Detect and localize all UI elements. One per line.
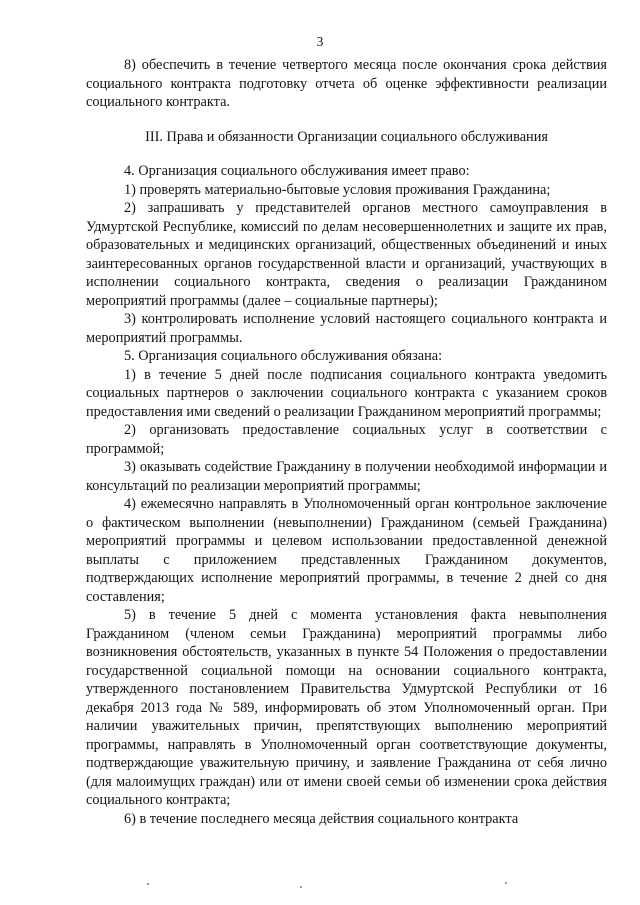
paragraph: 6) в течение последнего месяца действия социального контракта bbox=[124, 810, 519, 827]
paragraph: 5. Организация социального обслуживания обязана: bbox=[124, 348, 443, 364]
paragraph: 2) организовать предоставление социальных услуг в соответствии с программой; bbox=[86, 422, 607, 457]
document-body bbox=[86, 56, 607, 828]
paragraph: 3) контролировать исполнение условий настоящего социального контракта и мероприятий программы. bbox=[86, 311, 607, 346]
paragraph: 4. Организация социального обслуживания имеет право: bbox=[124, 163, 470, 179]
paragraph: 5) в течение 5 дней с момента установления факта невыполнения Гражданином (членом семьи Гражданина) мероприятий программы либо возникновения обстоятельств, указанных в пункте 54 Положения о предоставлении государственной социальной помощи на основании социального контракта, утвержденного постановлением Правительства Удмуртской Республики от 16 декабря 2013 года № 589, информировать об этом Уполномоченный орган. При наличии уважительных причин, препятствующих выполнению мероприятий программы, направлять в Уполномоченный орган соответствующие документы, подтверждающие уважительную причину, и заявление Гражданина от себя лично (для малоимущих граждан) или от имени своей семьи об изменении срока действия социального контракта; bbox=[86, 607, 607, 808]
scan-speck bbox=[505, 882, 507, 884]
section-heading: III. Права и обязанности Организации социального обслуживания bbox=[145, 128, 548, 145]
scan-speck bbox=[300, 886, 302, 888]
paragraph: 3) оказывать содействие Гражданину в получении необходимой информации и консультаций по реализации мероприятий программы; bbox=[86, 459, 607, 494]
paragraph: 1) проверять материально-бытовые условия проживания Гражданина; bbox=[124, 181, 551, 198]
page-number: 3 bbox=[316, 34, 324, 49]
paragraph-8: 8) обеспечить в течение четвертого месяца после окончания срока действия социального контракта подготовку отчета об оценке эффективности реализации социального контракта. bbox=[86, 57, 607, 110]
scan-speck bbox=[147, 883, 149, 885]
paragraph: 4) ежемесячно направлять в Уполномоченный орган контрольное заключение о фактическом выполнении (невыполнении) Гражданином (семьей Гражданина) мероприятий программы и целевом использовании предоставленной денежной выплаты с приложением представленных Гражданином документов, подтверждающих исполнение мероприятий программы, в течение 2 дней со дня составления; bbox=[86, 496, 607, 605]
paragraph: 1) в течение 5 дней после подписания социального контракта уведомить социальных партнеров о заключении социального контракта с указанием сроков предоставления ими сведений о реализации Гражданином мероприятий программы; bbox=[86, 366, 607, 420]
paragraph: 2) запрашивать у представителей органов местного самоуправления в Удмуртской Республике, комиссий по делам несовершеннолетних и защите их прав, образовательных и медицинских организаций, общественных объединений и иных заинтересованных органов государственной власти и организаций, участвующих в исполнении социального контракта, сведения о реализации Гражданином мероприятий программы (далее – социальные партнеры); bbox=[86, 200, 607, 309]
